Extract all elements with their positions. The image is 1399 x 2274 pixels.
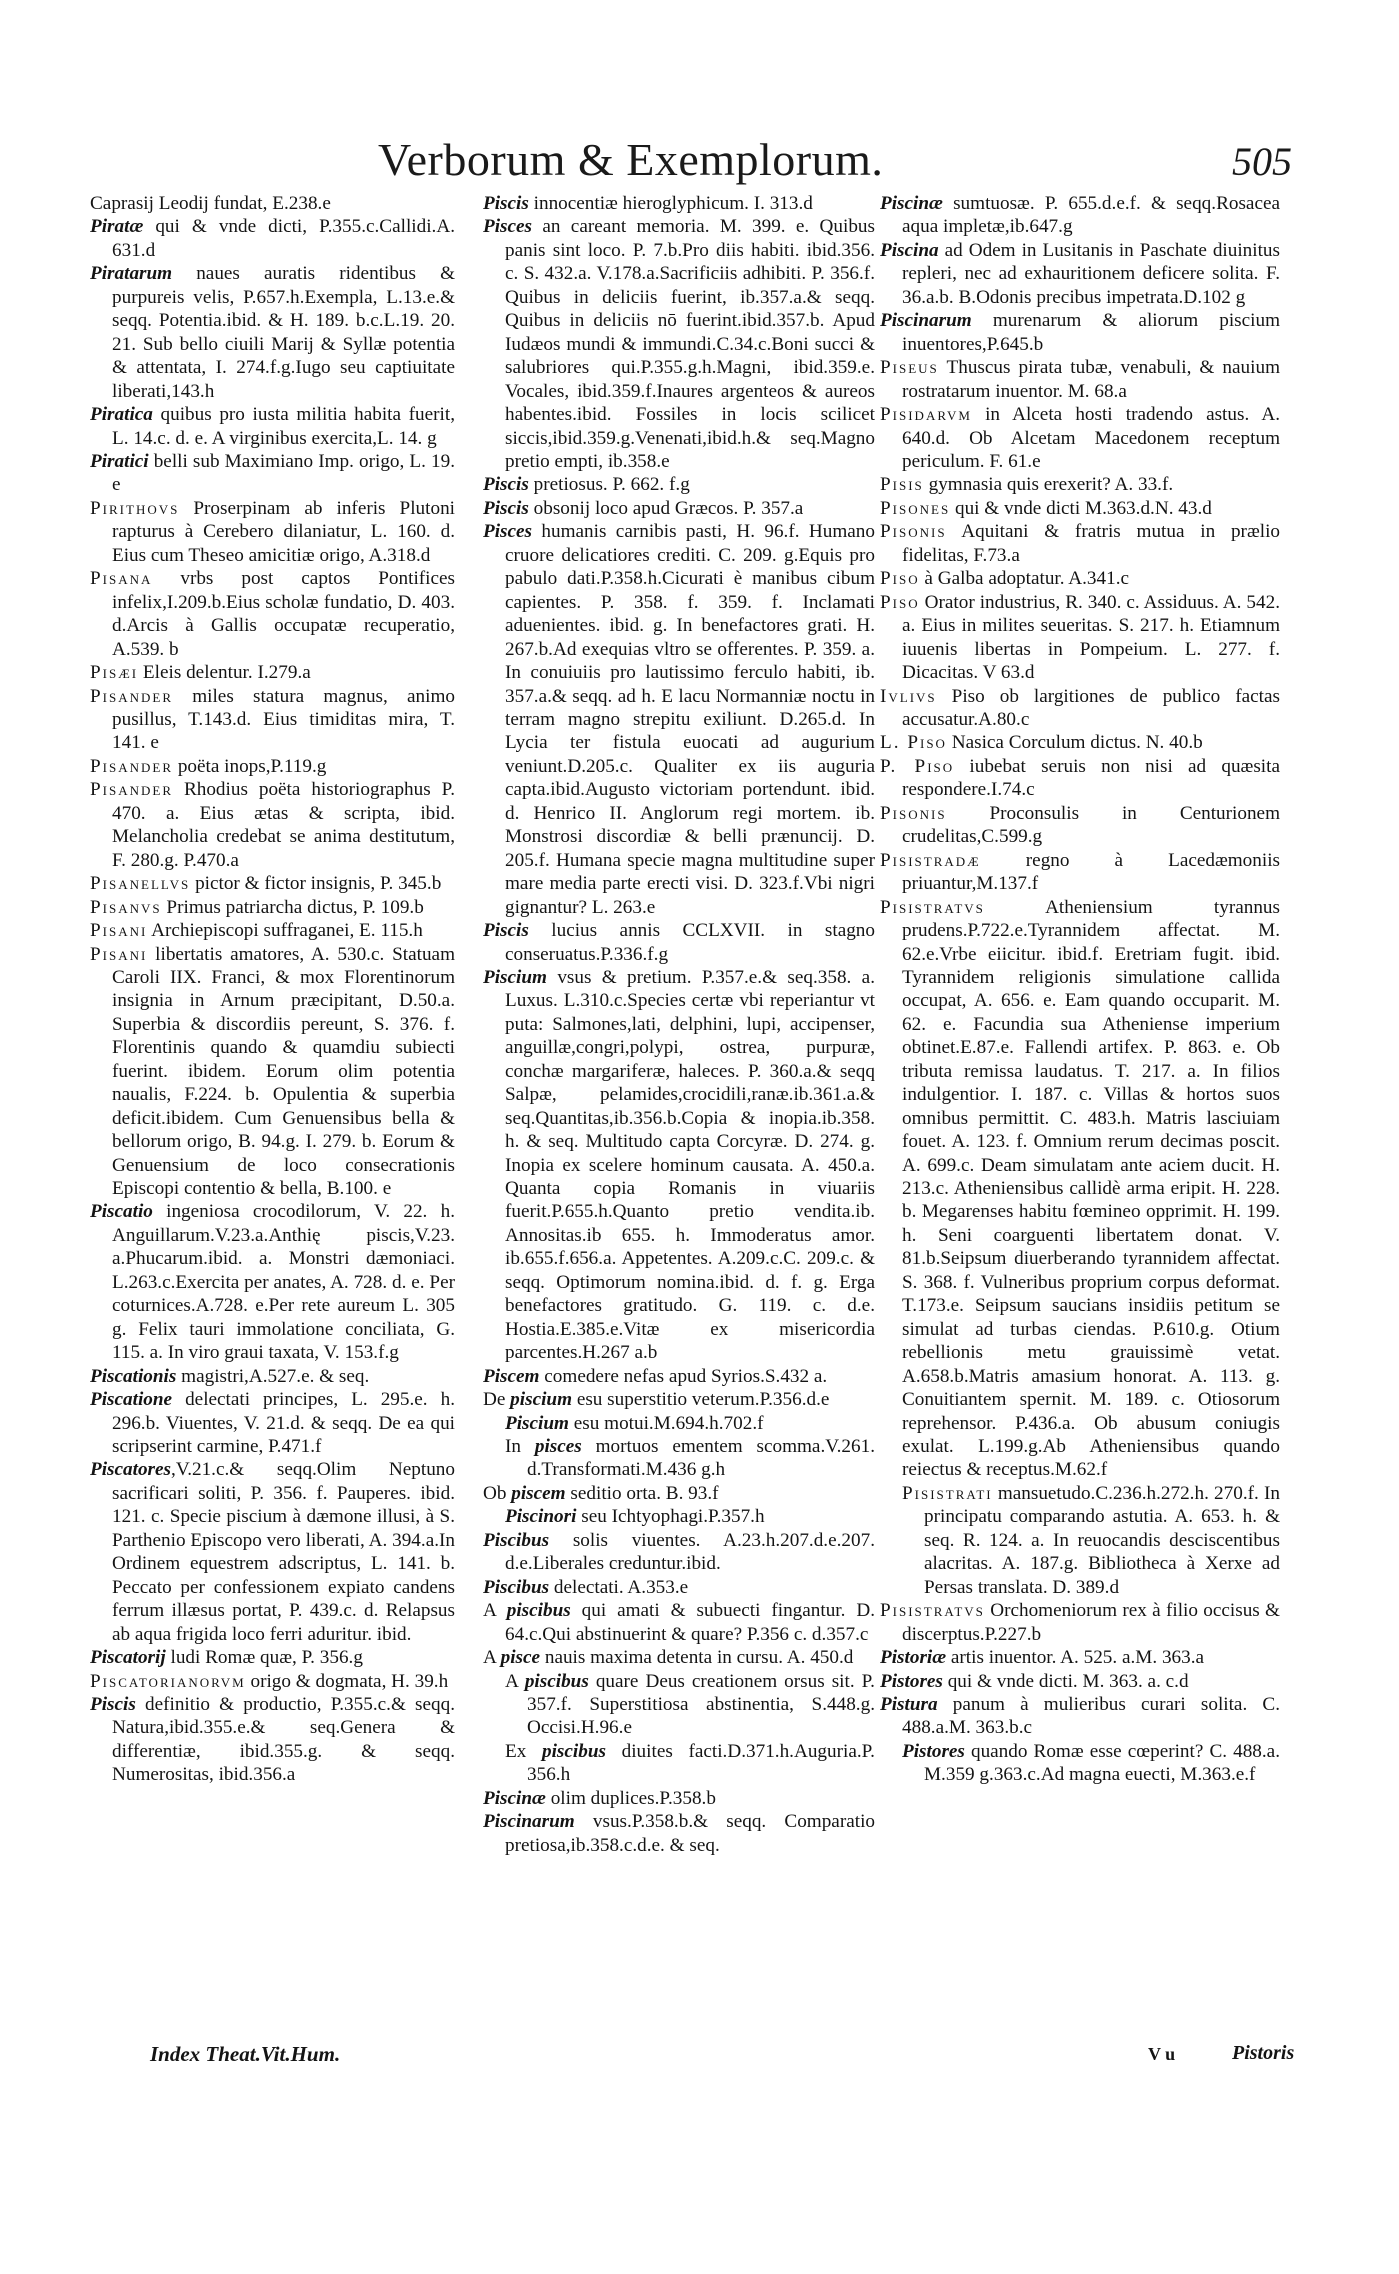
entry-text: regno à Lacedæmoniis priuantur,M.137.f	[902, 849, 1280, 895]
index-entry	[90, 1388, 455, 1458]
entry-text: poëta inops,P.119.g	[173, 755, 327, 777]
entry-text: Orchomeniorum rex à filio occisus & discerptus.P.227.b	[902, 1600, 1280, 1645]
entry-lemma: Piseus	[880, 357, 939, 379]
index-entry	[90, 215, 455, 262]
entry-text: sumtuosæ. P. 655.d.e.f. & seqq.Rosacea aqua impletæ,ib.647.g	[902, 193, 1280, 238]
index-entry	[90, 192, 455, 215]
entry-text: mortuos ementem scomma.V.261. d.Transformati.M.436 g.h	[527, 1436, 876, 1481]
entry-lemma: Pisis	[880, 474, 924, 496]
entry-text: diuites facti.D.371.h.Auguria.P. 356.h	[527, 1740, 875, 1786]
entry-text: lucius annis CCLXVII. in stagno conseruatus.P.336.f.g	[505, 920, 875, 965]
entry-lemma: Pisander	[90, 779, 174, 801]
entry-lemma: Piscatione	[90, 1389, 173, 1411]
entry-lemma: Pisistratvs	[880, 896, 985, 918]
index-entry	[483, 1787, 875, 1810]
entry-lemma: Piscinæ	[880, 193, 943, 214]
index-entry	[880, 1599, 1280, 1646]
entry-lemma: Piscis	[483, 193, 529, 214]
entry-text: miles statura magnus, animo pusillus, T.143.d. Eius timiditas mira, T. 141. e	[112, 685, 455, 754]
index-entry	[90, 1646, 455, 1669]
entry-prefix: A	[483, 1600, 507, 1622]
index-entry	[483, 966, 875, 1365]
entry-text: vsus & pretium. P.357.e.& seq.358. a. Luxus. L.310.c.Species certæ vbi reperiantur vt puta: Salmones,lati, delphini, lupi, accipenser, anguillæ,congri,polypi, ostrea, purpuræ, conchæ margariferæ, haleces. P. 360.a.& seqq Salpæ, pelamides,crocidili,ranæ.ib.361.a.& seq.Quantitas,ib.356.b.Copia & inopia.ib.358. h. & seq. Multitudo capta Corcyræ. D. 274. g. Inopia ex scelere hominum causata. A. 450.a. Quanta copia Romanis in viuariis fuerit.P.655.h.Quanto pretio vendita.ib. Annositas.ib 655. h. Immoderatus amor. ib.655.f.656.a. Appetentes. A.209.c.C. 209.c. & seqq. Optimorum nomina.ibid. d. f. g. Erga benefactores gratitudo. G. 119. c. d.e. Hostia.E.385.e.Vitæ ex misericordia parcentes.H.267 a.b	[505, 966, 875, 1364]
entry-prefix: A	[505, 1670, 525, 1692]
entry-lemma: Pisistratvs	[880, 1600, 985, 1622]
entry-lemma: Piratica	[90, 404, 153, 426]
entry-lemma: Pistura	[880, 1694, 938, 1715]
index-entry	[880, 731, 1280, 754]
entry-lemma: Piscem	[483, 1365, 540, 1387]
entry-text: mansuetudo.C.236.h.272.h. 270.f. In principatu comparando astutia. A. 653. h. & seq. R. 124. a. In reuocandis desciscentibus alacritas. A. 187.g. Bibliotheca à Xerxe ad Persas translata. D. 389.d	[924, 1482, 1280, 1598]
index-entry	[483, 1482, 875, 1505]
entry-text: à Galba adoptatur. A.341.c	[919, 568, 1130, 590]
index-entry	[483, 1388, 875, 1411]
entry-lemma: Pisæi	[90, 662, 139, 684]
entry-text: ,V.21.c.& seqq.Olim Neptuno sacrificari soliti, P. 356. f. Pauperes. ibid. 121. c. Specie piscium à dæmone illusi, à S. Parthenio Episcopo vero liberati, A. 394.a.In Ordinem equestrem adscriptus, L. 141. b. Peccato per confessionem expiato candens ferrum illæsus portat, P. 439.c. d. Relapsus ab aqua frigida loco ferri aduritur. ibid.	[112, 1459, 455, 1645]
entry-lemma: Piscis	[483, 474, 529, 496]
entry-text: panum à mulieribus curari solita. C. 488.a.M. 363.b.c	[902, 1694, 1280, 1739]
index-column-middle	[483, 192, 875, 1857]
entry-lemma: Pisana	[90, 568, 153, 590]
entry-text: Primus patriarcha dictus, P. 109.b	[161, 896, 424, 918]
index-entry	[483, 1365, 875, 1388]
entry-lemma: Pisani	[90, 920, 148, 942]
entry-text: murenarum & aliorum piscium inuentores,P.645.b	[902, 310, 1280, 355]
index-entry	[483, 192, 875, 215]
index-entry	[90, 1458, 455, 1646]
entry-lemma: piscium	[510, 1389, 573, 1411]
entry-text: humanis carnibis pasti, H. 96.f. Humano cruore delicatiores crediti. C. 209. g.Equis pro pabulo dati.P.358.h.Cicurati è manibus cibum capientes. P. 358. f. 359. f. Inclamati aduenientes. ibid. g. In benefactores grati. H. 267.b.Ad exequias vltro se offerentes. P. 359. a. In conuiuiis pro lautissimo ferculo habiti, ib. 357.a.& seqq. ad h. E lacu Normanniæ noctu in terram magno strepitu exiliunt. D.265.d. In Lycia ter fistula euocati ad augurium veniunt.D.205.c. Qualiter ex iis auguria capta.ibid.Augusto victoriam portendunt. ibid. d. Henrico II. Anglorum regi mortem. ib. Monstrosi discordiæ & belli prænuncij. D. 205.f. Humana specie magna multitudine super mare media parte erecti visi. D. 323.f.Vbi nigri gignantur? L. 263.e	[505, 521, 875, 918]
index-entry	[90, 872, 455, 895]
entry-lemma: piscibus	[506, 1600, 571, 1622]
entry-lemma: Piscibus	[483, 1529, 550, 1551]
entry-text: comedere nefas apud Syrios.S.432 a.	[539, 1365, 828, 1387]
entry-text: vrbs post captos Pontifices infelix,I.209.b.Eius scholæ fundatio, D. 403. d.Arcis à Gallis occupatæ recuperatio, A.539. b	[112, 568, 455, 660]
index-column-right	[880, 192, 1280, 1787]
index-entry	[880, 1740, 1280, 1787]
index-entry	[483, 1412, 875, 1435]
entry-text: obsonij loco apud Græcos. P. 357.a	[528, 497, 804, 519]
catchword: Pistoris	[1232, 2042, 1295, 2064]
entry-lemma: Pirithovs	[90, 497, 180, 519]
entry-text: Thuscus pirata tubæ, venabuli, & nauium rostratarum inuentor. M. 68.a	[902, 357, 1280, 402]
index-entry	[90, 1200, 455, 1364]
index-entry	[483, 520, 875, 919]
entry-text: belli sub Maximiano Imp. origo, L. 19. e	[112, 450, 455, 496]
index-entry	[90, 919, 455, 942]
entry-text: Proconsulis in Centurionem crudelitas,C.599.g	[902, 802, 1280, 848]
index-entry	[90, 403, 455, 450]
index-entry	[90, 778, 455, 872]
entry-lemma: Pisander	[90, 755, 174, 777]
entry-lemma: pisces	[534, 1436, 582, 1458]
entry-lemma: Piscatio	[90, 1201, 153, 1223]
index-column-left	[90, 192, 455, 1787]
entry-text: iubebat seruis non nisi ad quæsita respondere.I.74.c	[902, 755, 1280, 801]
page-number: 505	[1232, 139, 1292, 184]
entry-lemma: Ivlivs	[880, 685, 937, 707]
entry-lemma: Piscium	[483, 966, 547, 988]
index-entry	[880, 849, 1280, 896]
entry-lemma: Pisonis	[880, 521, 947, 543]
entry-prefix: Ob	[483, 1482, 512, 1504]
entry-lemma: Piscinori	[505, 1506, 577, 1528]
index-entry	[483, 919, 875, 966]
entry-lemma: Pisanvs	[90, 896, 162, 918]
entry-lemma: Piscis	[483, 920, 529, 942]
entry-text: seu Ichtyophagi.P.357.h	[576, 1506, 765, 1528]
entry-lemma: Pisidarvm	[880, 404, 972, 426]
entry-lemma: Pisces	[483, 521, 533, 543]
entry-text: libertatis amatores, A. 530.c. Statuam Caroli IIX. Franci, & mox Florentinorum insignia in Arnum præcipitant, D.50.a. Superbia & discordiis pereunt, S. 376. f. Florentinis quando & quamdiu subiecti fuerint. ibidem. Eorum olim potentia naualis, F.224. b. Opulentia & superbia deficit.ibidem. Cum Genuensibus bella & bellorum origo, B. 94.g. I. 279. b. Eorum & Genuensium de loco consecrationis Episcopi contentio & bella, B.100. e	[112, 943, 455, 1200]
index-entry	[880, 1670, 1280, 1693]
entry-lemma: Pistoriæ	[880, 1647, 947, 1669]
entry-text: pictor & fictor insignis, P. 345.b	[190, 873, 442, 895]
index-entry	[483, 497, 875, 520]
entry-text: qui & vnde dicti, P.355.c.Callidi.A. 631.d	[112, 216, 455, 261]
entry-lemma: piscem	[511, 1482, 566, 1504]
entry-text: quibus pro iusta militia habita fuerit, L. 14.c. d. e. A virginibus exercita,L. 14. g	[112, 404, 455, 449]
index-entry	[483, 1529, 875, 1576]
entry-text: delectati. A.353.e	[549, 1576, 689, 1598]
entry-lemma: Pisistradæ	[880, 849, 981, 871]
index-entry	[483, 1435, 875, 1482]
entry-text: origo & dogmata, H. 39.h	[245, 1670, 449, 1692]
entry-text: Orator industrius, R. 340. c. Assiduus. A. 542. a. Eius in milites seueritas. S. 217. h. Etiamnum iuuenis libertas in Pompeium. L. 277. f. Dicacitas. V 63.d	[902, 591, 1280, 684]
quire-mark: V u	[1148, 2044, 1176, 2064]
entry-text: Caprasij Leodij fundat, E.238.e	[90, 193, 331, 214]
index-entry	[880, 802, 1280, 849]
entry-lemma: Pisces	[483, 216, 533, 238]
index-entry	[880, 520, 1280, 567]
entry-lemma: Piscium	[505, 1412, 569, 1434]
entry-text: Atheniensium tyrannus prudens.P.722.e.Tyrannidem affectat. M. 62.e.Vrbe eiicitur. ibid.f. Eretriam fugit. ibid. Tyrannidem religionis simulatione callida occupat, A. 656. e. Eam quando occuparit. M. 62. e. Facundia sua Atheniense imperium obtinet.E.87.e. Fallendi artifex. P. 863. e. Ob tributa remissa laudatus. T. 217. a. In filios indulgentior. I. 187. c. Villas & hortos suos omnibus permittit. C. 483.h. Matris lasciuiam fouet. A. 123. f. Omnium rerum decimas poscit. A. 699.c. Deam simulatam ante aciem ducit. H. 213.c. Atheniensibus callidè arma eripit. H. 228. b. Megarenses habitu fœmineo opprimit. H. 199. h. Seni coarguenti libertatem donat. V. 81.b.Seipsum diuerberando tyrannidem affectat. S. 368. f. Vulneribus proprium corpus deformat. T.173.e. Seipsum saucians insidiis petitum se simulat ad turbas ciendas. P.610.g. Otium rebellionis metu grauissimè vetat. A.658.b.Matris amasium honorat. A. 113. g. Conuitiantem spernit. M. 189. c. Otiosorum reprehensor. P.436.a. Ob abusum coniugis exulat. L.199.g.Ab Atheniensibus quando reiectus & receptus.M.62.f	[902, 896, 1280, 1481]
entry-lemma: Piscatorij	[90, 1647, 166, 1669]
index-entry	[880, 685, 1280, 732]
index-entry	[90, 661, 455, 684]
entry-text: gymnasia quis erexerit? A. 33.f.	[923, 474, 1174, 496]
entry-lemma: L. Piso	[880, 732, 947, 754]
entry-text: nauis maxima detenta in cursu. A. 450.d	[540, 1647, 854, 1669]
index-entry	[483, 473, 875, 496]
entry-text: olim duplices.P.358.b	[545, 1787, 716, 1809]
index-entry	[880, 896, 1280, 1482]
entry-lemma: Pistores	[902, 1740, 965, 1762]
entry-prefix: A	[483, 1647, 501, 1669]
index-entry	[880, 591, 1280, 685]
index-entry	[880, 356, 1280, 403]
index-entry	[483, 1670, 875, 1740]
entry-text: definitio & productio, P.355.c.& seqq. Natura,ibid.355.e.& seq.Genera & differentiæ, ibid.355.g. & seqq. Numerositas, ibid.356.a	[112, 1694, 455, 1786]
running-title: Verborum & Exemplorum.	[378, 134, 884, 185]
entry-text: delectati principes, L. 295.e. h. 296.b. Viuentes, V. 21.d. & seqq. De ea qui scripserint carmine, P.471.f	[112, 1389, 455, 1458]
entry-lemma: Piscis	[483, 497, 529, 519]
entry-lemma: Pisones	[880, 497, 951, 519]
index-entry	[880, 473, 1280, 496]
entry-text: ingeniosa crocodilorum, V. 22. h. Anguillarum.V.23.a.Anthię piscis,V.23. a.Phucarum.ibid. a. Monstri dæmoniaci. L.263.c.Exercita per anates, A. 728. d. e. Per coturnices.A.728. e.Per rete aureum L. 305 g. Felix tauri immolatione conciliata, G. 115. a. In viro graui taxata, V. 153.f.g	[112, 1201, 455, 1364]
entry-lemma: Piscina	[880, 239, 939, 261]
index-entry	[483, 1810, 875, 1857]
index-entry	[880, 1646, 1280, 1669]
entry-text: in Alceta hosti tradendo astus. A. 640.d. Ob Alcetam Macedonem receptum periculum. F. 61.e	[902, 404, 1280, 472]
entry-text: Nasica Corculum dictus. N. 40.b	[946, 732, 1203, 754]
index-entry	[880, 497, 1280, 520]
entry-text: naues auratis ridentibus & purpureis velis, P.657.h.Exempla, L.13.e.& seqq. Potentia.ibid. & H. 189. b.c.L.19. 20. 21. Sub bello ciuili Marij & Syllæ potentia & attentata, I. 274.f.g.Iugo seu captiuitate liberati,143.h	[112, 263, 455, 402]
page-header	[0, 132, 1399, 192]
entry-text: quare Deus creationem orsus sit. P. 357.f. Superstitiosa abstinentia, S.448.g. Occisi.H.96.e	[527, 1670, 875, 1739]
entry-lemma: Piscationis	[90, 1365, 177, 1387]
entry-lemma: Piratici	[90, 450, 149, 472]
entry-lemma: Pisanellvs	[90, 873, 191, 895]
entry-prefix: Ex	[505, 1740, 542, 1762]
entry-text: innocentiæ hieroglyphicum. I. 313.d	[528, 193, 813, 214]
entry-text: magistri,A.527.e. & seq.	[176, 1365, 370, 1387]
entry-text: Rhodius poëta historiographus P. 470. a. Eius ætas & scripta, ibid. Melancholia credebat se anima destitutum, F. 280.g. P.470.a	[112, 779, 455, 871]
entry-text: quando Romæ esse cœperint? C. 488.a. M.359 g.363.c.Ad magna euecti, M.363.e.f	[924, 1740, 1280, 1786]
index-entry	[880, 403, 1280, 473]
entry-text: qui amati & subuecti fingantur. D. 64.c.Qui abstinuerint & quare? P.356 c. d.357.c	[505, 1600, 875, 1645]
entry-lemma: Piscatorianorvm	[90, 1670, 246, 1692]
entry-text: artis inuentor. A. 525. a.M. 363.a	[946, 1647, 1205, 1669]
index-entry	[880, 567, 1280, 590]
entry-text: ad Odem in Lusitanis in Paschate diuinitus repleri, nec ad exhauritionem deficere solita. F. 36.a.b. B.Odonis precibus impetrata.D.102 g	[902, 239, 1280, 308]
entry-text: Archiepiscopi suffraganei, E. 115.h	[147, 920, 423, 942]
index-entry	[90, 896, 455, 919]
entry-lemma: Piso	[880, 568, 920, 590]
entry-lemma: Piso	[880, 591, 920, 613]
entry-prefix: In	[505, 1436, 535, 1458]
entry-text: esu motui.M.694.h.702.f	[568, 1412, 764, 1434]
index-entry	[880, 1482, 1280, 1599]
entry-lemma: Pisistrati	[902, 1482, 993, 1504]
footer-signature: Index Theat.Vit.Hum.	[150, 2042, 341, 2066]
entry-lemma: Piscatores	[90, 1459, 172, 1481]
entry-lemma: Piratæ	[90, 216, 144, 238]
index-entry	[483, 1599, 875, 1646]
index-entry	[483, 215, 875, 473]
entry-lemma: Pisani	[90, 943, 148, 965]
entry-lemma: Piscinarum	[880, 310, 972, 332]
index-entry	[90, 497, 455, 567]
index-entry	[880, 309, 1280, 356]
entry-lemma: piscibus	[524, 1670, 589, 1692]
entry-text: ludi Romæ quæ, P. 356.g	[165, 1647, 363, 1669]
entry-text: seditio orta. B. 93.f	[565, 1482, 719, 1504]
entry-text: qui & vnde dicti. M. 363. a. c.d	[942, 1670, 1189, 1692]
entry-prefix: De	[483, 1389, 511, 1411]
index-entry	[483, 1576, 875, 1599]
entry-lemma: Piscinarum	[483, 1811, 575, 1833]
index-entry	[880, 239, 1280, 309]
index-entry	[90, 450, 455, 497]
entry-lemma: Piratarum	[90, 263, 173, 285]
index-entry	[880, 755, 1280, 802]
entry-text: Aquitani & fratris mutua in prælio fidelitas, F.73.a	[902, 521, 1280, 566]
entry-lemma: piscibus	[541, 1740, 606, 1762]
index-entry	[90, 567, 455, 661]
entry-lemma: Piscinæ	[483, 1787, 546, 1809]
entry-text: vsus.P.358.b.& seqq. Comparatio pretiosa,ib.358.c.d.e. & seq.	[505, 1811, 875, 1856]
entry-text: esu superstitio veterum.P.356.d.e	[572, 1389, 830, 1411]
index-entry	[90, 262, 455, 403]
index-entry	[880, 192, 1280, 239]
entry-text: an careant memoria. M. 399. e. Quibus panis sint loco. P. 7.b.Pro diis habiti. ibid.356. c. S. 432.a. V.178.a.Sacrificiis adhibiti. P. 356.f. Quibus in deliciis fuerint, ib.357.a.& seqq. Quibus in deliciis nō fuerint.ibid.357.b. Apud Iudæos mundi & immundi.C.34.c.Boni succi & salubriores qui.P.355.g.h.Magni, ibid.359.e. Vocales, ibid.359.f.Inaures argenteos & aureos habentes.ibid. Fossiles in locis scilicet siccis,ibid.359.g.Venenati,ibid.h.& seq.Magno pretio empti, ib.358.e	[505, 216, 875, 472]
entry-text: solis viuentes. A.23.h.207.d.e.207. d.e.Liberales creduntur.ibid.	[505, 1529, 875, 1575]
entry-text: Eleis delentur. I.279.a	[138, 662, 311, 684]
entry-lemma: Pisonis	[880, 802, 947, 824]
index-entry	[90, 755, 455, 778]
index-entry	[880, 1693, 1280, 1740]
entry-text: Proserpinam ab inferis Plutoni rapturus à Cerebero dilaniatur, L. 160. d. Eius cum Theseo amicitiæ origo, A.318.d	[112, 497, 455, 566]
entry-lemma: P. Piso	[880, 755, 955, 777]
entry-lemma: Pisander	[90, 685, 174, 707]
entry-lemma: Piscis	[90, 1694, 136, 1715]
entry-lemma: pisce	[500, 1647, 541, 1669]
index-entry	[483, 1646, 875, 1669]
index-entry	[90, 685, 455, 755]
entry-lemma: Piscibus	[483, 1576, 550, 1598]
entry-text: qui & vnde dicti M.363.d.N. 43.d	[950, 497, 1212, 519]
index-entry	[483, 1740, 875, 1787]
index-entry	[483, 1505, 875, 1528]
entry-lemma: Pistores	[880, 1670, 943, 1692]
index-entry	[90, 1365, 455, 1388]
index-entry	[90, 1693, 455, 1787]
index-entry	[90, 1670, 455, 1693]
entry-text: pretiosus. P. 662. f.g	[528, 474, 690, 496]
entry-text: Piso ob largitiones de publico factas accusatur.A.80.c	[902, 685, 1280, 730]
index-entry	[90, 943, 455, 1201]
